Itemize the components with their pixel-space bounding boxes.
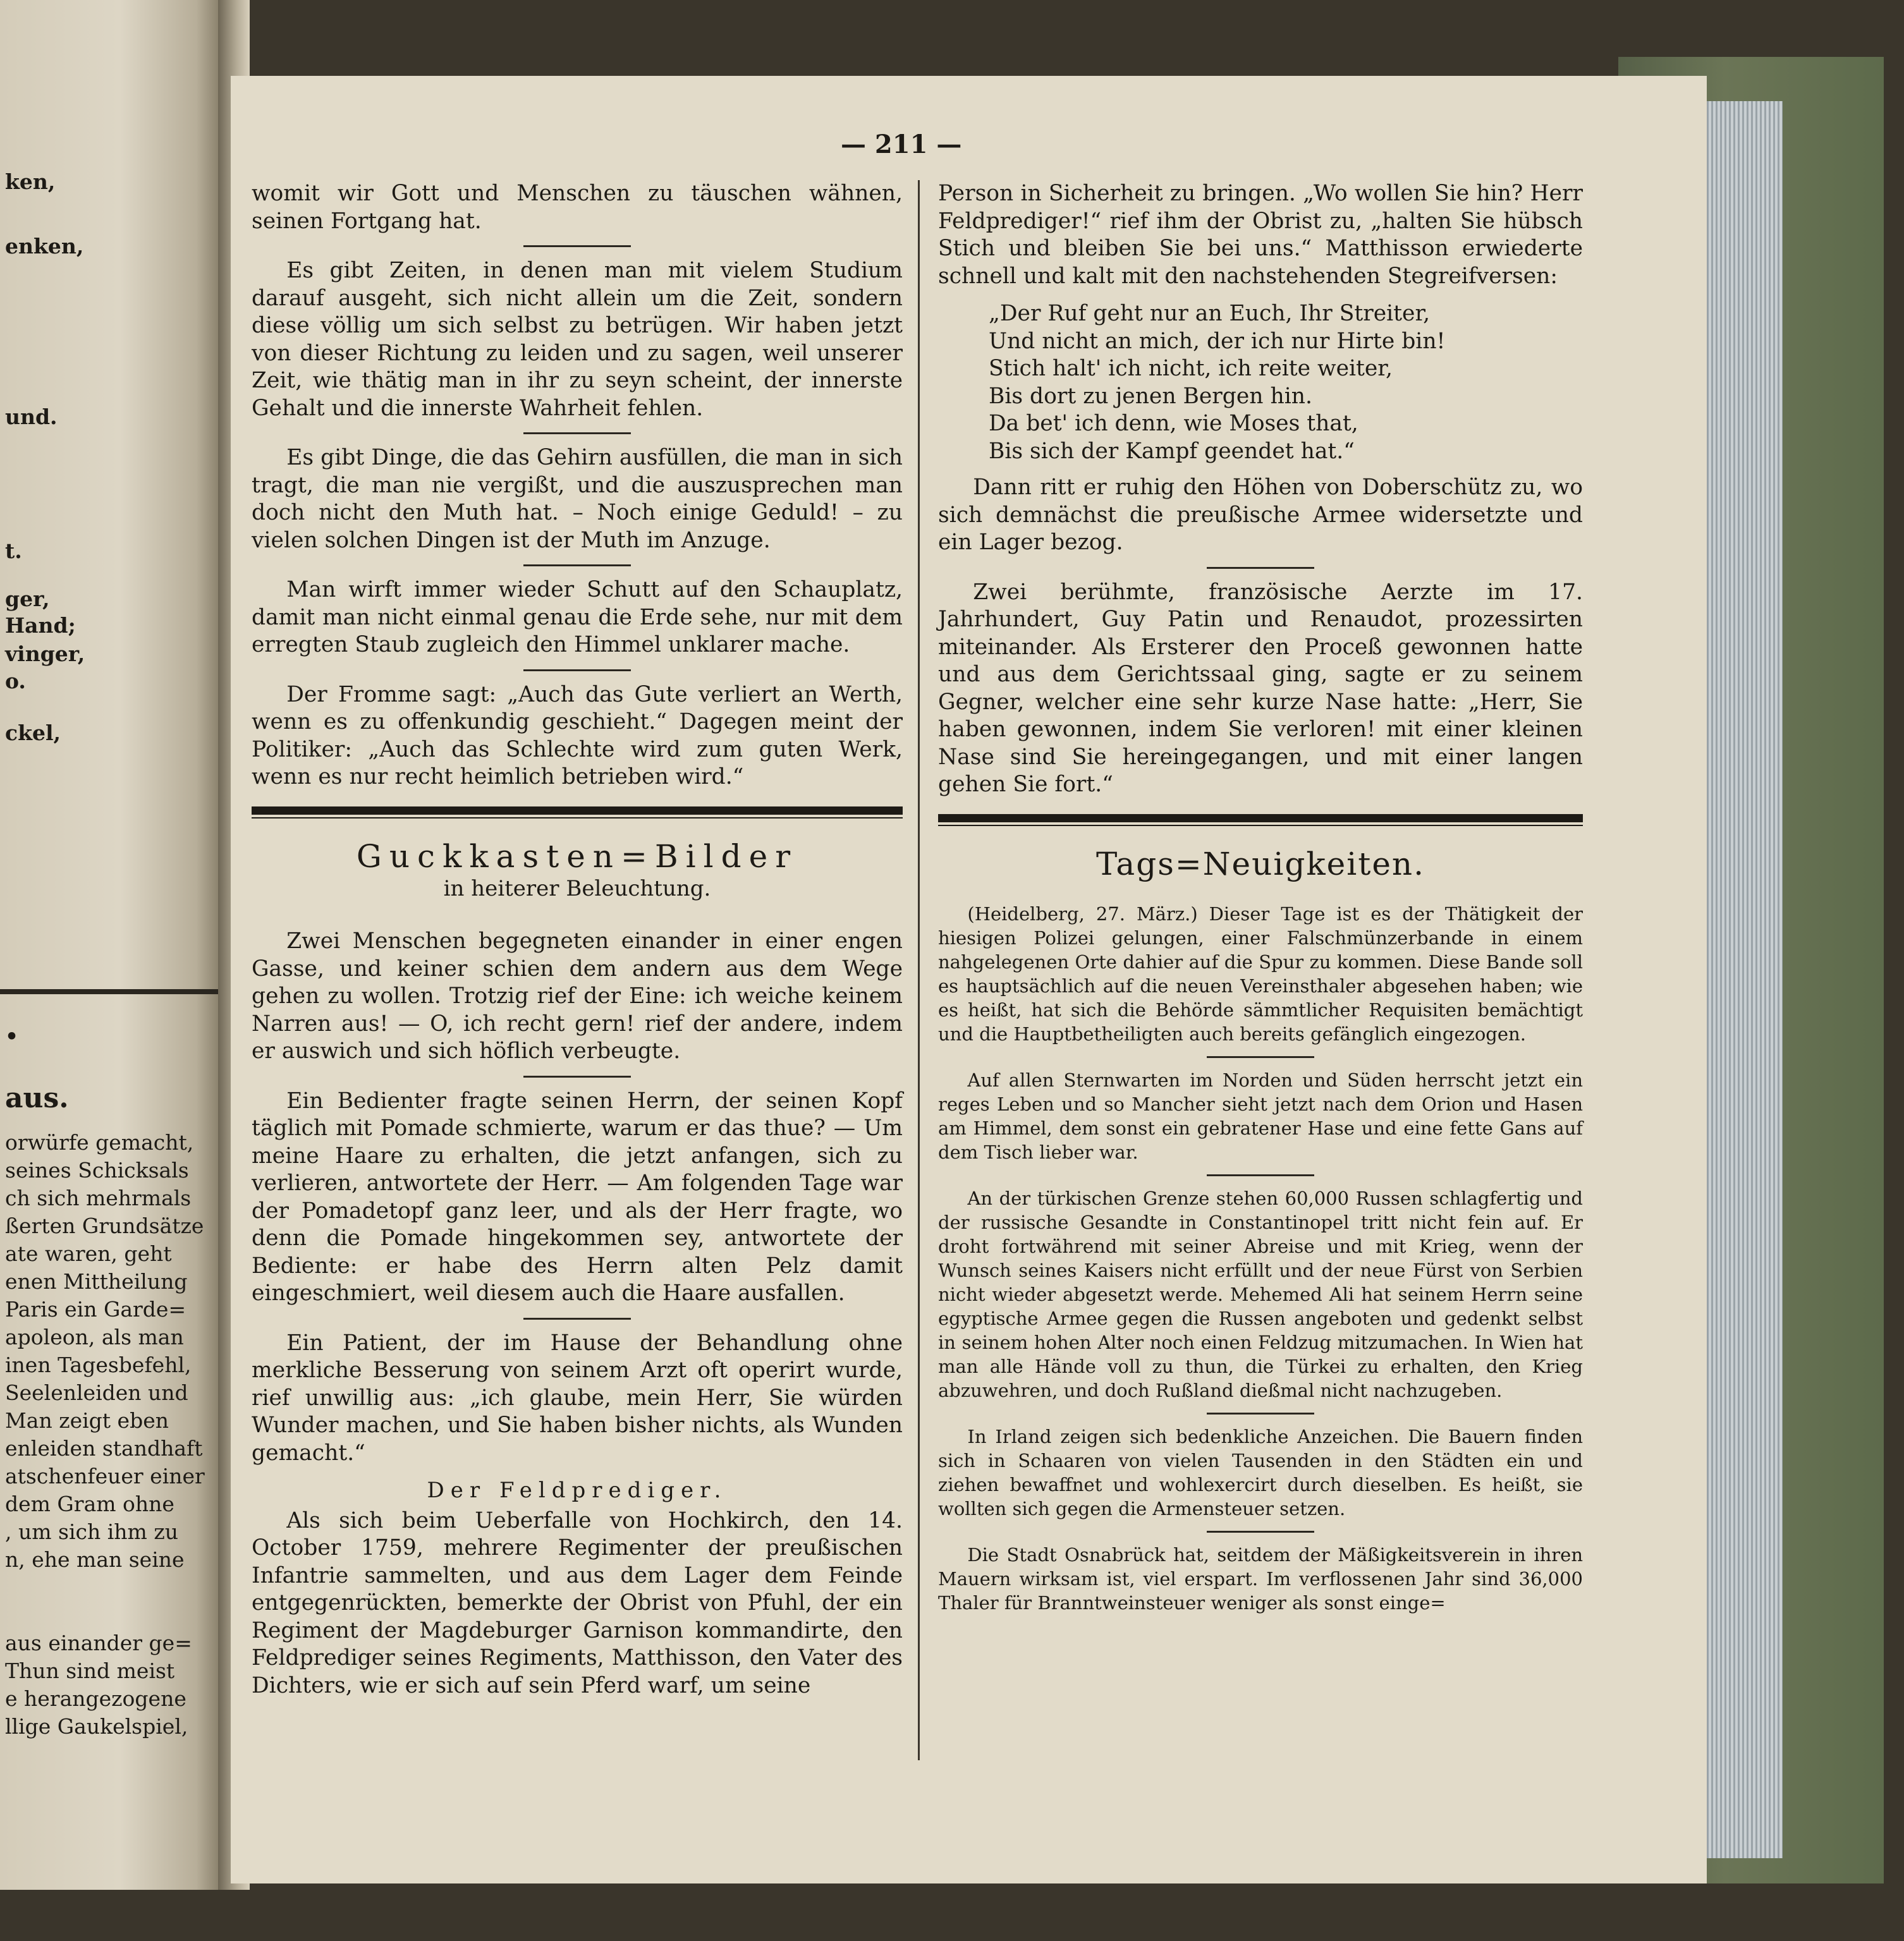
paragraph-patient: Ein Patient, der im Hause der Behandlung ohne merkliche Besserung von seinem Arzt oft operirt wurde, rief unwillig aus: „ich glaube, mein Herr, Sie würden Wunder machen, und Sie haben bisher nichts, als Wunden gemacht.“ — [252, 1330, 903, 1466]
page-edges — [1707, 101, 1783, 1858]
paragraph-bedienter: Ein Bedienter fragte seinen Herrn, der seinen Kopf täglich mit Pomade schmierte, warum er das thue? — Um meine Haare zu erhalten, die jetzt anfangen, sich zu verlieren, antwortete der Herr. — Am folgenden Tage war der Pomadetopf ganz leer, und als der Herr fragte, wo denn die Pomade hingekommen sey, antwortete der Bediente: er habe des Herrn alten Pelz damit eingeschmiert, weil diesem auch die Haare ausfallen. — [252, 1088, 903, 1306]
news-heidelberg: (Heidelberg, 27. März.) Dieser Tage ist es der Thätigkeit der hiesigen Polizei gelungen, einer Falschmünzerbande in einem nahgelegenen Orte dahier auf die Spur zu kommen. Diese Bande soll es hauptsächlich auf die neuen Vereinsthaler abgesehen haben; wie es heißt, hat sich die Behörde sämmtlicher Requisiten bemächtigt und die Hauptbetheiligten auch bereits gefänglich eingezogen. — [938, 903, 1583, 1045]
anecdote-heading: Der Feldprediger. — [427, 1478, 728, 1503]
separator-rule — [1207, 1056, 1314, 1058]
left-fragment: ger, — [5, 587, 50, 611]
left-fragment: vinger, — [5, 642, 85, 666]
left-fragment: t. — [5, 538, 22, 563]
separator-rule — [523, 1076, 631, 1078]
right-column — [938, 180, 1583, 1625]
paragraph-person: Person in Sicherheit zu bringen. „Wo wollen Sie hin? Herr Feldprediger!“ rief ihm der Obrist zu, „halten Sie hübsch Stich und bleiben Sie bei uns.“ Matthisson erwiederte schnell und kalt mit den nachstehenden Stegreifversen: — [938, 181, 1583, 289]
left-fragment: ken, — [5, 169, 56, 194]
left-fragment: ckel, — [5, 721, 61, 745]
left-fragment: Thun sind meist — [5, 1658, 175, 1683]
separator-rule — [523, 1318, 631, 1320]
left-section-rule — [0, 989, 218, 994]
left-page — [0, 0, 218, 1890]
news-irland: In Irland zeigen sich bedenkliche Anzeichen. Die Bauern finden sich in Schaaren von vielen Tausenden in den Städten ein und ziehen bewaffnet und wohlexercirt durch dieselben. Es heißt, sie wollten sich gegen die Armensteuer setzen. — [938, 1425, 1583, 1519]
separator-rule — [523, 245, 631, 247]
left-fragment: • — [5, 1024, 19, 1049]
left-fragment: enken, — [5, 234, 84, 259]
news-osnabrueck: Die Stadt Osnabrück hat, seitdem der Mäßigkeitsverein in ihren Mauern wirksam ist, viel erspart. Im verflossenen Jahr sind 36,000 Thaler für Branntweinsteuer weniger als sonst einge= — [938, 1543, 1583, 1614]
left-fragment: n, ehe man seine — [5, 1547, 185, 1572]
poem-line: „Der Ruf geht nur an Euch, Ihr Streiter, — [989, 301, 1431, 326]
column-divider — [918, 180, 920, 1760]
paragraph-intro: womit wir Gott und Menschen zu täuschen wähnen, seinen Fortgang hat. — [252, 181, 903, 234]
separator-rule — [1207, 1531, 1314, 1533]
left-fragment: Hand; — [5, 613, 76, 638]
left-fragment: enleiden standhaft — [5, 1436, 203, 1461]
left-fragment: ch sich mehrmals — [5, 1186, 192, 1210]
left-fragment: enen Mittheilung — [5, 1269, 188, 1294]
page-number: — 211 — — [841, 130, 962, 159]
poem — [989, 300, 1583, 465]
separator-rule — [523, 669, 631, 671]
left-fragment: atschenfeuer einer — [5, 1464, 205, 1488]
poem-line: Bis sich der Kampf geendet hat.“ — [989, 438, 1355, 464]
paragraph-zeiten: Es gibt Zeiten, in denen man mit vielem Studium darauf ausgeht, sich nicht allein um die Zeit, sondern diese völlig um sich selbst zu betrügen. Wir haben jetzt von dieser Richtung zu leiden und zu sagen, weil unserer Zeit, wie thätig man in ihr zu seyn scheint, der innerste Gehalt und die innerste Wahrheit fehlen. — [252, 258, 903, 421]
poem-line: Da bet' ich denn, wie Moses that, — [989, 411, 1358, 436]
left-fragment: o. — [5, 669, 26, 693]
left-fragment: aus. — [5, 1082, 69, 1114]
left-fragment: llige Gaukelspiel, — [5, 1714, 188, 1739]
separator-rule — [523, 564, 631, 566]
poem-line: Und nicht an mich, der ich nur Hirte bin! — [989, 328, 1446, 354]
news-sternwarten: Auf allen Sternwarten im Norden und Süden herrscht jetzt ein reges Leben und so Mancher sieht jetzt nach dem Orion und Hasen am Himmel, dem sonst ein gebratener Hase und eine fette Gans auf dem Tisch lieber war. — [938, 1069, 1583, 1163]
paragraph-menschen: Zwei Menschen begegneten einander in einer engen Gasse, und keiner schien dem andern aus dem Wege gehen zu wollen. Trotzig rief der Eine: ich weiche keinem Narren aus! — O, ich recht gern! rief der andere, indem er auswich und sich höflich verbeugte. — [252, 928, 903, 1064]
poem-line: Bis dort zu jenen Bergen hin. — [989, 383, 1312, 409]
left-fragment: inen Tagesbefehl, — [5, 1353, 192, 1377]
left-fragment: ßerten Grundsätze — [5, 1214, 204, 1238]
paragraph-feldprediger: Als sich beim Ueberfalle von Hochkirch, den 14. October 1759, mehrere Regimenter der preußischen Infantrie sammelten, und aus dem Lager dem Feinde entgegenrückten, bemerkte der Obrist von Pfuhl, der ein Regiment der Magdeburger Garnison kommandirte, den Feldprediger seines Regiments, Matthisson, den Vater des Dichters, wie er sich auf sein Pferd warf, um seine — [252, 1507, 903, 1698]
separator-rule — [1207, 1174, 1314, 1176]
section-rule — [252, 806, 903, 815]
separator-rule — [523, 432, 631, 434]
left-fragment: ate waren, geht — [5, 1241, 172, 1266]
left-column — [252, 180, 903, 1710]
paragraph-schutt: Man wirft immer wieder Schutt auf den Schauplatz, damit man nicht einmal genau die Erde sehe, nur mit dem erregten Staub zugleich den Himmel unklarer mache. — [252, 577, 903, 657]
paragraph-ritt: Dann ritt er ruhig den Höhen von Doberschütz zu, wo sich demnächst die preußische Armee widersetzte und ein Lager bezog. — [938, 475, 1583, 555]
news-tuerkei: An der türkischen Grenze stehen 60,000 Russen schlagfertig und der russische Gesandte in Constantinopel tritt nicht fein auf. Er droht fortwährend mit seiner Abreise und mit Krieg, wenn der Wunsch seines Kaisers nicht erfüllt und der neue Fürst von Serbien nicht wieder abgesetzt werde. Mehemed Ali hat seinem Herrn seine egyptische Armee gegen die Russen angeboten und gedenkt selbst in seinem hohen Alter noch einen Feldzug mitzumachen. In Wien hat man alle Hände voll zu thun, die Türkei zu erhalten, den Krieg abzuwehren, und doch Rußland dießmal nicht nachzugeben. — [938, 1187, 1583, 1401]
separator-rule — [1207, 1413, 1314, 1415]
separator-rule — [1207, 567, 1314, 569]
news-title: Tags=Neuigkeiten. — [1095, 845, 1425, 882]
paragraph-aerzte: Zwei berühmte, französische Aerzte im 17. Jahrhundert, Guy Patin und Renaudot, prozessirten miteinander. Als Ersterer den Proceß gewonnen hatte und aus dem Gerichtssaal ging, sagte er zu seinem Gegner, welcher eine sehr kurze Nase hatte: „Herr, Sie haben gewonnen, indem Sie verloren! mit einer kleinen Nase sind Sie hereingegangen, und mit einer langen gehen Sie fort.“ — [938, 579, 1583, 797]
paragraph-fromme: Der Fromme sagt: „Auch das Gute verliert an Werth, wenn es zu offenkundig geschieht.“ Dagegen meint der Politiker: „Auch das Schlechte wird zum guten Werk, wenn es nur recht heimlich betrieben wird.“ — [252, 681, 903, 789]
left-fragment: aus einander ge= — [5, 1631, 192, 1655]
left-fragment: seines Schicksals — [5, 1158, 189, 1183]
left-fragment: apoleon, als man — [5, 1325, 184, 1349]
left-fragment: orwürfe gemacht, — [5, 1130, 194, 1155]
left-fragment: dem Gram ohne — [5, 1492, 174, 1516]
left-fragment: Seelenleiden und — [5, 1380, 188, 1405]
left-fragment: Paris ein Garde= — [5, 1297, 186, 1322]
left-fragment: e herangezogene — [5, 1686, 186, 1711]
section-rule — [938, 814, 1583, 822]
section-subtitle: in heiterer Beleuchtung. — [443, 875, 711, 901]
left-fragment: und. — [5, 405, 58, 429]
paragraph-dinge: Es gibt Dinge, die das Gehirn ausfüllen, die man in sich tragt, die man nie vergißt, und die auszusprechen man doch nicht den Muth hat. – Noch einige Geduld! – zu vielen solchen Dingen ist der Muth im Anzuge. — [252, 445, 903, 553]
poem-line: Stich halt' ich nicht, ich reite weiter, — [989, 356, 1393, 381]
section-title: Guckkasten=Bilder — [356, 837, 798, 875]
left-fragment: , um sich ihm zu — [5, 1519, 178, 1544]
left-fragment: Man zeigt eben — [5, 1408, 169, 1433]
